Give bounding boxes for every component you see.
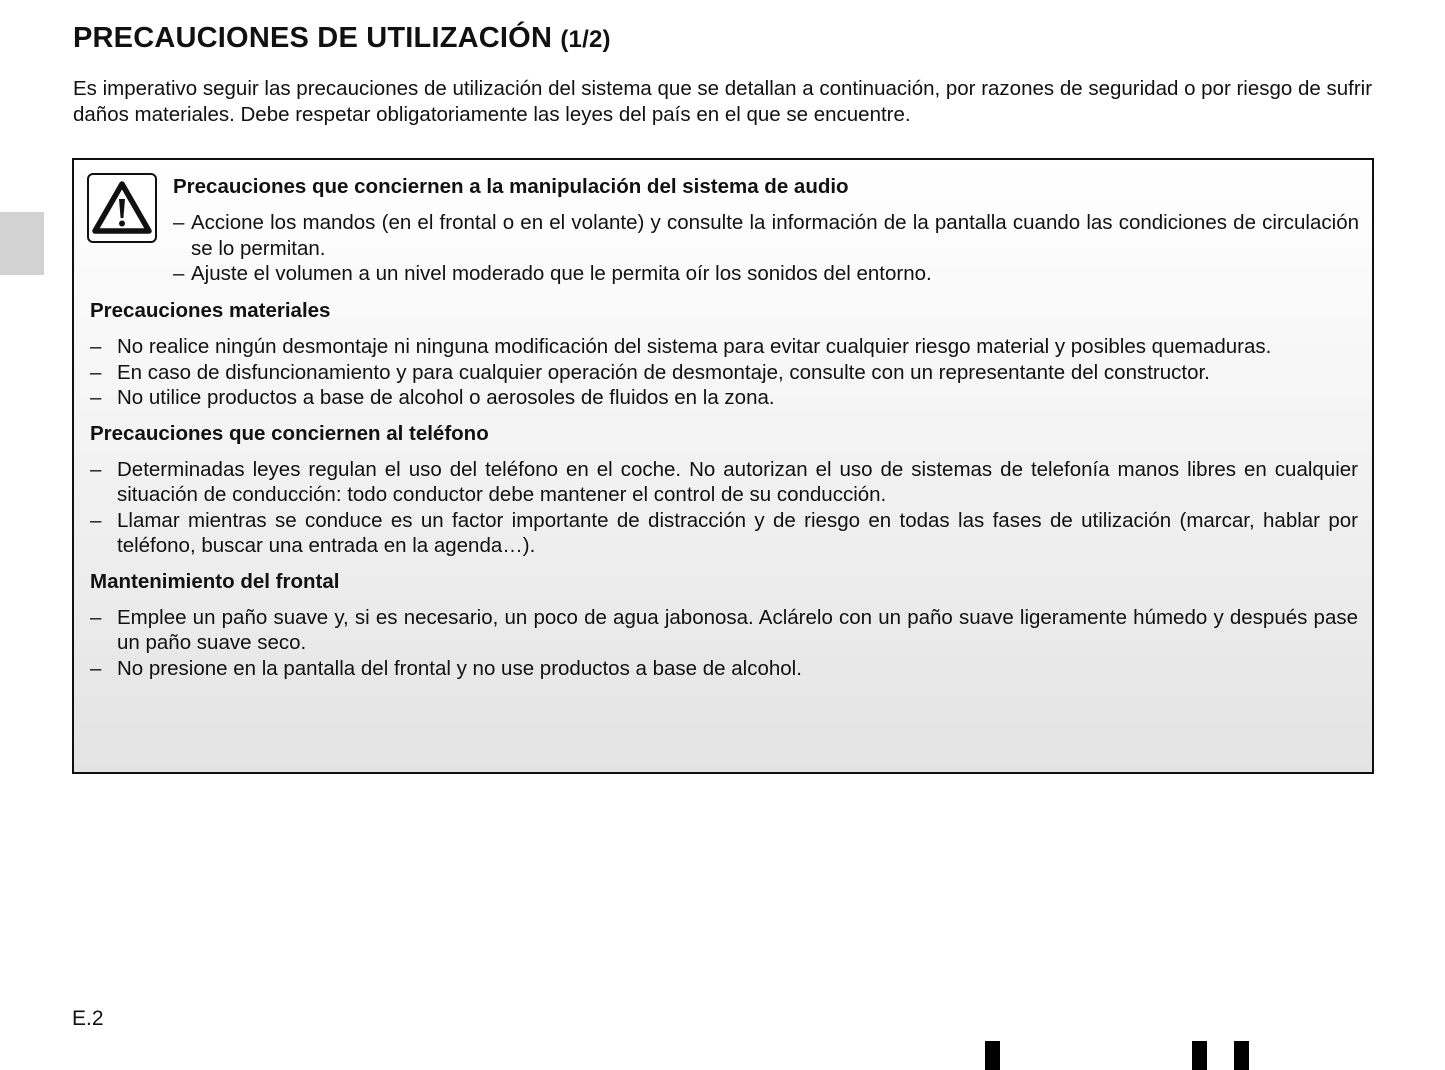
dash-bullet: – bbox=[90, 386, 102, 409]
audio-handling-list bbox=[173, 210, 1359, 287]
page-number: E.2 bbox=[72, 1007, 104, 1030]
warning-box bbox=[72, 158, 1374, 774]
phone-precautions-section bbox=[90, 421, 1358, 559]
page-title-text: PRECAUCIONES DE UTILIZACIÓN bbox=[73, 22, 553, 54]
front-maintenance-list bbox=[90, 605, 1358, 682]
list-item: – Accione los mandos (en el frontal o en el volante) y consulte la información de la pantalla cuando las condiciones de circulación se lo permitan. bbox=[173, 211, 1359, 260]
list-item: – No utilice productos a base de alcohol o aerosoles de fluidos en la zona. bbox=[90, 386, 775, 409]
dash-bullet: – bbox=[90, 605, 102, 629]
dash-bullet: – bbox=[90, 335, 102, 358]
section-title: Precauciones materiales bbox=[90, 299, 331, 322]
material-precautions-list bbox=[90, 334, 1358, 411]
dash-bullet: – bbox=[90, 457, 102, 481]
print-registration-mark bbox=[1234, 1041, 1249, 1070]
warning-triangle-icon bbox=[87, 173, 157, 243]
dash-bullet: – bbox=[90, 360, 102, 384]
page-title-suffix: (1/2) bbox=[560, 26, 611, 53]
dash-bullet: – bbox=[173, 211, 185, 234]
print-registration-mark bbox=[1192, 1041, 1207, 1070]
audio-handling-section bbox=[173, 174, 1359, 287]
section-title: Precauciones que conciernen a la manipulación del sistema de audio bbox=[173, 175, 849, 198]
list-item: – Emplee un paño suave y, si es necesario, un poco de agua jabonosa. Aclárelo con un paño suave ligeramente húmedo y después pase un paño suave seco. bbox=[90, 605, 1358, 654]
intro-paragraph: Es imperativo seguir las precauciones de utilización del sistema que se detallan a continuación, por razones de seguridad o por riesgo de sufrir daños materiales. Debe respetar obligatoriamente las leyes del país en el que se encuentre. bbox=[73, 77, 1373, 126]
section-title: Mantenimiento del frontal bbox=[90, 569, 340, 593]
dash-bullet: – bbox=[90, 656, 102, 680]
front-maintenance-section bbox=[90, 569, 1358, 682]
dash-bullet: – bbox=[90, 508, 102, 532]
precaution-sections bbox=[90, 298, 1358, 691]
list-item: – En caso de disfuncionamiento y para cualquier operación de desmontaje, consulte con un representante del constructor. bbox=[90, 360, 1210, 384]
section-side-tab bbox=[0, 212, 44, 275]
page-title bbox=[73, 22, 611, 55]
list-item: – Determinadas leyes regulan el uso del teléfono en el coche. No autorizan el uso de sistemas de telefonía manos libres en cualquier situación de conducción: todo conductor debe mantener el control de su conducción. bbox=[90, 457, 1358, 506]
list-item: – No realice ningún desmontaje ni ninguna modificación del sistema para evitar cualquier riesgo material y posibles quemaduras. bbox=[90, 335, 1272, 358]
print-registration-mark bbox=[985, 1041, 1000, 1070]
phone-precautions-list bbox=[90, 457, 1358, 559]
list-item: – Llamar mientras se conduce es un factor importante de distracción y de riesgo en todas las fases de utilización (marcar, hablar por teléfono, buscar una entrada en la agenda…). bbox=[90, 508, 1358, 557]
dash-bullet: – bbox=[173, 262, 185, 285]
list-item: – Ajuste el volumen a un nivel moderado que le permita oír los sonidos del entorno. bbox=[173, 262, 932, 285]
list-item: – No presione en la pantalla del frontal y no use productos a base de alcohol. bbox=[90, 656, 802, 680]
material-precautions-section bbox=[90, 298, 1358, 411]
section-title: Precauciones que conciernen al teléfono bbox=[90, 421, 489, 445]
